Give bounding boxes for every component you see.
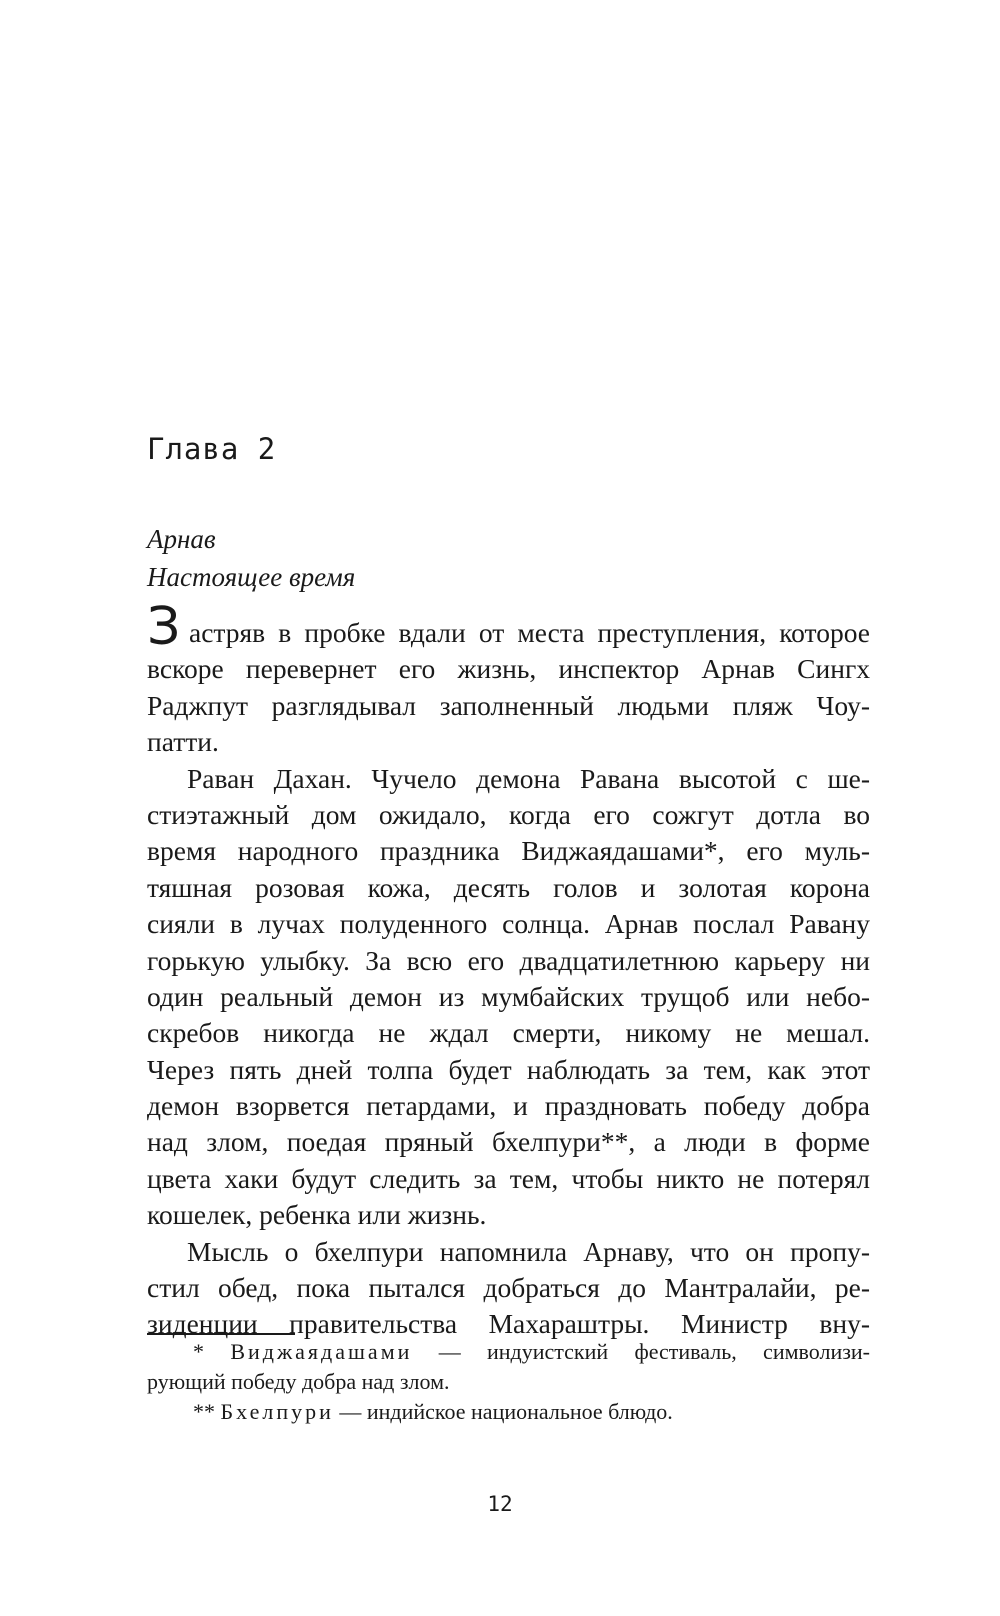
text-line: зиденции правительства Махараштры. Министр вну- bbox=[147, 1308, 870, 1340]
body-text bbox=[147, 597, 870, 1343]
text-line: вскоре перевернет его жизнь, инспектор Арнав Сингх bbox=[147, 653, 870, 685]
text-line: сияли в лучах полуденного солнца. Арнав послал Равану bbox=[147, 908, 870, 940]
text-line: скребов никогда не ждал смерти, никому не мешал. bbox=[147, 1017, 870, 1049]
chapter-epigraph bbox=[147, 520, 355, 596]
text-line-content: астряв в пробке вдали от места преступления, которое bbox=[189, 617, 870, 648]
footnote-term: Бхелпури bbox=[220, 1399, 334, 1424]
text-line: Мысль о бхелпури напомнила Арнаву, что он пропу- bbox=[187, 1235, 870, 1267]
text-line: Раджпут разглядывал заполненный людьми пляж Чоу- bbox=[147, 689, 870, 721]
footnote-2 bbox=[147, 1397, 870, 1427]
text-line: стил обед, пока пытался добраться до Мантралайи, ре- bbox=[147, 1272, 870, 1304]
text-line: горькую улыбку. За всю его двадцатилетнюю карьеру ни bbox=[147, 944, 870, 976]
text-line: патти. bbox=[147, 726, 219, 758]
page-number: 12 bbox=[487, 1492, 513, 1516]
text-line: один реальный демон из мумбайских трущоб или небо- bbox=[147, 980, 870, 1012]
text-line: тяшная розовая кожа, десять голов и золотая корона bbox=[147, 871, 870, 903]
footnote-1 bbox=[147, 1337, 870, 1367]
text-line: над злом, поедая пряный бхелпури**, а люди в форме bbox=[147, 1126, 870, 1158]
footnote-text: — индуистский фестиваль, символизи- bbox=[412, 1339, 871, 1364]
footnote-divider bbox=[147, 1333, 295, 1335]
chapter-title: Глава 2 bbox=[147, 432, 277, 466]
text-line: Через пять дней толпа будет наблюдать за тем, как этот bbox=[147, 1053, 870, 1085]
epigraph-time: Настоящее время bbox=[147, 562, 356, 592]
footnote-1-continuation: рующий победу добра над злом. bbox=[147, 1369, 450, 1394]
footnotes bbox=[147, 1337, 870, 1427]
footnote-term: Виджаядашами bbox=[230, 1339, 413, 1364]
text-line: демон взорвется петардами, и праздновать победу добра bbox=[147, 1090, 870, 1122]
footnote-marker: * bbox=[193, 1339, 204, 1364]
epigraph-character: Арнав bbox=[147, 524, 216, 554]
text-line: кошелек, ребенка или жизнь. bbox=[147, 1199, 487, 1231]
dropcap-letter: З bbox=[147, 597, 181, 657]
footnote-marker: ** bbox=[193, 1399, 215, 1424]
text-line: цвета хаки будут следить за тем, чтобы никто не потерял bbox=[147, 1162, 870, 1194]
text-line: Раван Дахан. Чучело демона Равана высотой с ше- bbox=[187, 762, 870, 794]
text-line: стиэтажный дом ожидало, когда его сожгут дотла во bbox=[147, 798, 870, 830]
text-line bbox=[147, 597, 870, 657]
footnote-text: — индийское национальное блюдо. bbox=[333, 1399, 673, 1424]
text-line: время народного праздника Виджаядашами*, его муль- bbox=[147, 835, 870, 867]
